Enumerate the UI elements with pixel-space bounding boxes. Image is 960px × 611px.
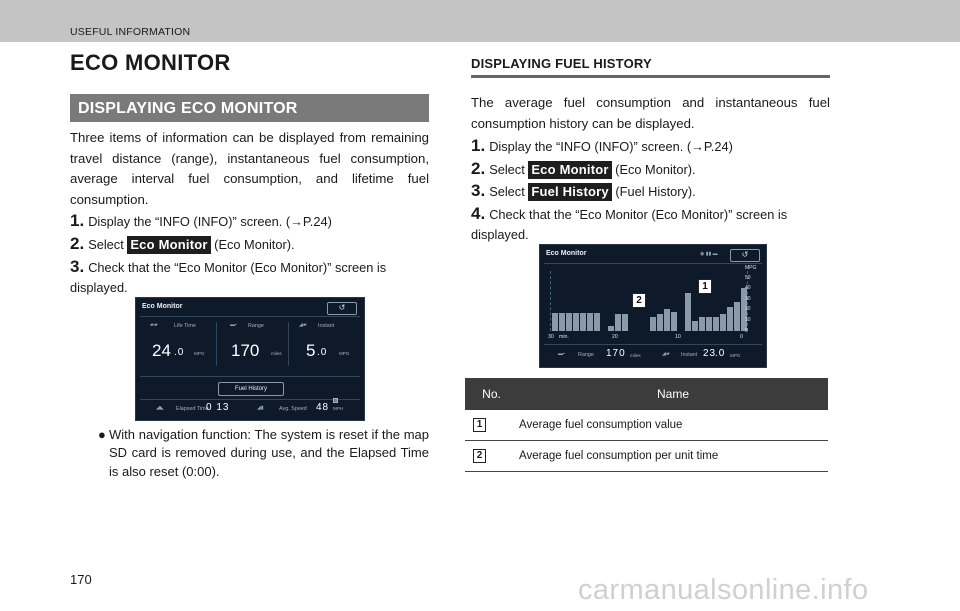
lifetime-unit: MPG — [194, 351, 205, 356]
instant-icon: ◢▰ — [662, 351, 670, 357]
history-bar — [706, 317, 712, 331]
speed-icon: ◢▮ — [257, 405, 264, 411]
avg-speed-unit: MPH — [333, 406, 344, 411]
eco-badge: B — [334, 398, 337, 403]
history-bar — [615, 314, 621, 331]
range-value: 170 — [606, 348, 626, 359]
note-bullet: ● With navigation function: The system is reset if the map SD card is removed during use, and the Elapsed Time is also reset (0:00). — [98, 427, 429, 479]
history-bar — [566, 313, 572, 331]
history-bar — [657, 314, 663, 331]
history-bar — [685, 293, 691, 331]
page-number: 170 — [70, 572, 92, 587]
instant-value: 5 — [306, 341, 316, 360]
screen-divider — [140, 399, 360, 400]
table-row — [465, 410, 828, 441]
screen-title: Eco Monitor — [142, 303, 183, 310]
history-bar — [622, 314, 628, 331]
avg-speed-value: 48 — [316, 402, 330, 413]
right-step-4: 4. Check that the “Eco Monitor (Eco Monitor)” screen is displayed. — [471, 204, 788, 242]
callout-legend-table — [465, 378, 828, 472]
section-title: USEFUL INFORMATION — [70, 26, 191, 38]
table-header-row — [465, 378, 828, 410]
range-label: Range — [578, 352, 594, 358]
row-number: 1 — [473, 418, 486, 432]
lifetime-value: 24 — [152, 341, 171, 360]
eco-monitor-button[interactable]: Eco Monitor — [127, 236, 210, 254]
history-bar — [727, 307, 733, 331]
y-tick: 20 — [745, 306, 751, 312]
callout-2: 2 — [632, 293, 646, 308]
page-header-bar — [0, 0, 960, 42]
y-tick: 10 — [745, 317, 751, 323]
eco-monitor-screenshot — [135, 297, 365, 421]
eco-monitor-button[interactable]: Eco Monitor — [528, 161, 611, 179]
elapsed-time-label: Elapsed Time — [176, 406, 209, 412]
history-bar — [580, 313, 586, 331]
history-bar — [559, 313, 565, 331]
fuel-history-button[interactable]: Fuel History — [218, 382, 284, 396]
history-bar — [692, 321, 698, 331]
history-bar — [699, 317, 705, 331]
history-bar — [720, 314, 726, 331]
col-divider — [288, 322, 289, 366]
fuel-history-bars — [550, 271, 748, 331]
history-bar — [650, 317, 656, 331]
history-bar — [594, 313, 600, 331]
row-name: Average fuel consumption per unit time — [518, 441, 828, 472]
intro-paragraph: Three items of information can be displayed from remaining travel distance (range), instantaneous fuel consumption, average interval fuel consumption, and lifetime fuel consumption. — [70, 130, 429, 207]
y-tick: 0 — [745, 328, 748, 334]
right-step-2: 2. Select Eco Monitor (Eco Monitor). — [471, 159, 696, 178]
callout-1: 1 — [698, 279, 712, 294]
instant-decimal: .0 — [317, 347, 328, 358]
range-icon: ▬▪ — [230, 322, 237, 328]
instant-unit: MPG — [339, 351, 350, 356]
fuel-pump-icon: ▰▰ — [150, 322, 158, 328]
instant-label: Instant — [681, 352, 698, 358]
fuel-history-intro: The average fuel consumption and instantaneous fuel consumption history can be displayed. — [471, 95, 830, 131]
status-icons: ◉ ▮▮ ▬ — [700, 251, 718, 257]
watermark: carmanualsonline.info — [578, 574, 869, 606]
right-step-1: 1. Display the “INFO (INFO)” screen. (→P.24) — [471, 136, 733, 155]
history-bar — [713, 317, 719, 331]
page-title: ECO MONITOR — [70, 50, 231, 75]
x-tick: 0 — [740, 334, 743, 340]
x-tick: 30 — [548, 334, 554, 340]
history-bar — [608, 326, 614, 331]
back-icon[interactable]: ↺ — [730, 249, 760, 262]
col-header-name: Name — [518, 378, 828, 410]
x-tick: 20 — [612, 334, 618, 340]
range-label: Range — [248, 323, 264, 329]
screen-title: Eco Monitor — [546, 250, 587, 257]
x-tick: min. — [559, 334, 569, 340]
screen-divider — [544, 263, 762, 264]
lifetime-decimal: .0 — [174, 347, 185, 358]
fuel-history-screenshot — [539, 244, 767, 368]
range-unit: miles — [271, 351, 282, 356]
y-axis-unit: MPG — [745, 265, 757, 271]
x-tick: 10 — [675, 334, 681, 340]
section-heading-fuel-history: DISPLAYING FUEL HISTORY — [471, 56, 830, 78]
instant-value: 23 — [703, 348, 717, 359]
history-bar — [552, 313, 558, 331]
instant-icon: ◢▰ — [299, 322, 307, 328]
left-step-2: 2. Select Eco Monitor (Eco Monitor). — [70, 234, 295, 253]
elapsed-time-value: 0 13 — [206, 402, 230, 413]
col-divider — [216, 322, 217, 366]
range-icon: ▬▪ — [558, 351, 565, 357]
table-row — [465, 441, 828, 472]
subheading-eco-monitor: DISPLAYING ECO MONITOR — [70, 94, 429, 122]
row-number: 2 — [473, 449, 486, 463]
screen-divider — [140, 376, 360, 377]
y-tick: 40 — [745, 285, 751, 291]
y-tick: 30 — [745, 296, 751, 302]
instant-decimal: .0 — [715, 348, 726, 359]
instant-unit: MPG — [730, 353, 741, 358]
history-bar — [671, 312, 677, 331]
row-name: Average fuel consumption value — [518, 410, 828, 441]
screen-divider — [140, 316, 360, 317]
left-step-3: 3. Check that the “Eco Monitor (Eco Monitor)” screen is displayed. — [70, 257, 387, 295]
fuel-history-button[interactable]: Fuel History — [528, 183, 612, 201]
bullet-icon: ● — [98, 427, 106, 442]
history-bar — [587, 313, 593, 331]
y-tick: 50 — [745, 275, 751, 281]
range-value: 170 — [231, 341, 260, 360]
history-bar — [664, 309, 670, 331]
history-bar — [573, 313, 579, 331]
avg-speed-label: Avg. Speed — [279, 406, 307, 412]
back-icon[interactable]: ↺ — [327, 302, 357, 315]
lifetime-label: Life Time — [174, 323, 196, 329]
instant-label: Instant — [318, 323, 335, 329]
range-unit: miles — [630, 353, 641, 358]
screen-divider — [544, 344, 762, 345]
clock-icon: ◢◣ — [156, 405, 164, 411]
history-bar — [734, 302, 740, 331]
col-header-no: No. — [465, 378, 518, 410]
right-step-3: 3. Select Fuel History (Fuel History). — [471, 181, 696, 200]
left-step-1: 1. Display the “INFO (INFO)” screen. (→P.24) — [70, 211, 332, 230]
